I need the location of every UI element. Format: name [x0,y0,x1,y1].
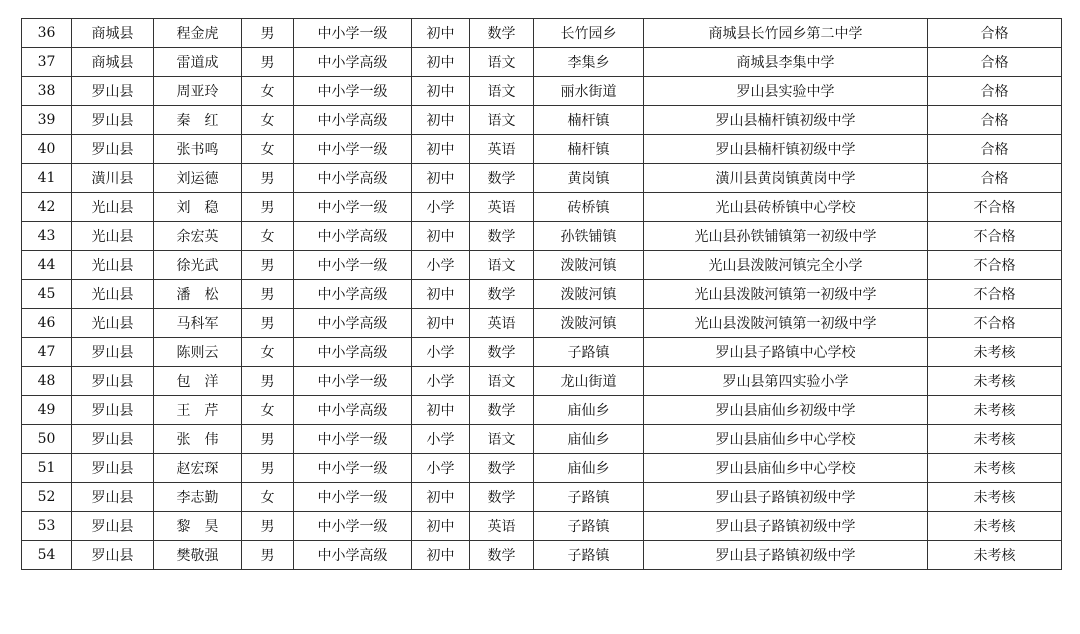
table-row [22,280,1062,309]
result-cell: 未考核 [928,396,1062,425]
school-cell: 光山县砖桥镇中心学校 [644,193,928,222]
county-cell: 罗山县 [72,483,154,512]
name-cell: 程金虎 [154,19,242,48]
gender-cell: 男 [242,367,294,396]
school-cell: 罗山县子路镇初级中学 [644,483,928,512]
subject-cell: 数学 [470,280,534,309]
subject-cell: 数学 [470,483,534,512]
level-cell: 小学 [412,193,470,222]
school-cell: 罗山县子路镇中心学校 [644,338,928,367]
title-cell: 中小学一级 [294,193,412,222]
level-cell: 初中 [412,106,470,135]
result-cell: 合格 [928,48,1062,77]
result-cell: 合格 [928,135,1062,164]
subject-cell: 英语 [470,512,534,541]
seq-cell: 40 [22,135,72,164]
school-cell: 光山县泼陂河镇完全小学 [644,251,928,280]
township-cell: 泼陂河镇 [534,309,644,338]
seq-cell: 49 [22,396,72,425]
title-cell: 中小学一级 [294,19,412,48]
result-cell: 未考核 [928,483,1062,512]
name-cell: 张书鸣 [154,135,242,164]
township-cell: 砖桥镇 [534,193,644,222]
title-cell: 中小学一级 [294,251,412,280]
title-cell: 中小学一级 [294,512,412,541]
level-cell: 小学 [412,454,470,483]
subject-cell: 语文 [470,425,534,454]
seq-cell: 50 [22,425,72,454]
township-cell: 楠杆镇 [534,135,644,164]
title-cell: 中小学高级 [294,222,412,251]
level-cell: 初中 [412,483,470,512]
gender-cell: 女 [242,77,294,106]
subject-cell: 语文 [470,77,534,106]
subject-cell: 数学 [470,338,534,367]
gender-cell: 女 [242,106,294,135]
subject-cell: 语文 [470,48,534,77]
seq-cell: 45 [22,280,72,309]
gender-cell: 女 [242,483,294,512]
county-cell: 光山县 [72,309,154,338]
county-cell: 罗山县 [72,77,154,106]
gender-cell: 男 [242,541,294,570]
subject-cell: 语文 [470,367,534,396]
seq-cell: 48 [22,367,72,396]
level-cell: 初中 [412,164,470,193]
school-cell: 潢川县黄岗镇黄岗中学 [644,164,928,193]
name-cell: 王 芹 [154,396,242,425]
school-cell: 光山县泼陂河镇第一初级中学 [644,280,928,309]
table-row [22,77,1062,106]
school-cell: 光山县孙铁铺镇第一初级中学 [644,222,928,251]
level-cell: 小学 [412,251,470,280]
table-row [22,222,1062,251]
title-cell: 中小学一级 [294,483,412,512]
gender-cell: 男 [242,48,294,77]
table-row [22,541,1062,570]
county-cell: 罗山县 [72,454,154,483]
school-cell: 罗山县子路镇初级中学 [644,541,928,570]
result-cell: 不合格 [928,193,1062,222]
name-cell: 包 洋 [154,367,242,396]
level-cell: 小学 [412,367,470,396]
result-cell: 合格 [928,164,1062,193]
table-row [22,309,1062,338]
county-cell: 光山县 [72,193,154,222]
township-cell: 泼陂河镇 [534,280,644,309]
title-cell: 中小学高级 [294,396,412,425]
table-row [22,512,1062,541]
name-cell: 马科军 [154,309,242,338]
township-cell: 长竹园乡 [534,19,644,48]
township-cell: 子路镇 [534,338,644,367]
county-cell: 罗山县 [72,338,154,367]
subject-cell: 语文 [470,251,534,280]
title-cell: 中小学一级 [294,425,412,454]
table-row [22,396,1062,425]
school-cell: 罗山县第四实验小学 [644,367,928,396]
result-cell: 不合格 [928,222,1062,251]
county-cell: 罗山县 [72,135,154,164]
title-cell: 中小学高级 [294,338,412,367]
table-row [22,135,1062,164]
table-row [22,106,1062,135]
title-cell: 中小学高级 [294,164,412,193]
seq-cell: 46 [22,309,72,338]
seq-cell: 37 [22,48,72,77]
table-row [22,251,1062,280]
name-cell: 徐光武 [154,251,242,280]
gender-cell: 男 [242,454,294,483]
title-cell: 中小学高级 [294,48,412,77]
result-cell: 未考核 [928,541,1062,570]
township-cell: 泼陂河镇 [534,251,644,280]
level-cell: 初中 [412,222,470,251]
level-cell: 初中 [412,280,470,309]
title-cell: 中小学高级 [294,106,412,135]
subject-cell: 数学 [470,396,534,425]
table-row [22,48,1062,77]
county-cell: 光山县 [72,251,154,280]
subject-cell: 数学 [470,19,534,48]
county-cell: 罗山县 [72,512,154,541]
result-cell: 不合格 [928,280,1062,309]
subject-cell: 语文 [470,106,534,135]
title-cell: 中小学一级 [294,135,412,164]
school-cell: 商城县李集中学 [644,48,928,77]
table-row [22,193,1062,222]
name-cell: 周亚玲 [154,77,242,106]
school-cell: 光山县泼陂河镇第一初级中学 [644,309,928,338]
table-row [22,19,1062,48]
name-cell: 张 伟 [154,425,242,454]
county-cell: 罗山县 [72,367,154,396]
name-cell: 雷道成 [154,48,242,77]
seq-cell: 41 [22,164,72,193]
school-cell: 罗山县楠杆镇初级中学 [644,135,928,164]
township-cell: 庙仙乡 [534,454,644,483]
seq-cell: 52 [22,483,72,512]
county-cell: 商城县 [72,19,154,48]
subject-cell: 数学 [470,541,534,570]
township-cell: 子路镇 [534,541,644,570]
name-cell: 刘运德 [154,164,242,193]
school-cell: 罗山县庙仙乡中心学校 [644,425,928,454]
title-cell: 中小学一级 [294,454,412,483]
name-cell: 余宏英 [154,222,242,251]
subject-cell: 数学 [470,454,534,483]
seq-cell: 38 [22,77,72,106]
school-cell: 商城县长竹园乡第二中学 [644,19,928,48]
seq-cell: 42 [22,193,72,222]
seq-cell: 39 [22,106,72,135]
title-cell: 中小学高级 [294,309,412,338]
gender-cell: 女 [242,396,294,425]
name-cell: 赵宏琛 [154,454,242,483]
seq-cell: 47 [22,338,72,367]
township-cell: 丽水街道 [534,77,644,106]
name-cell: 秦 红 [154,106,242,135]
result-cell: 合格 [928,19,1062,48]
gender-cell: 男 [242,19,294,48]
level-cell: 初中 [412,135,470,164]
title-cell: 中小学一级 [294,367,412,396]
county-cell: 商城县 [72,48,154,77]
county-cell: 光山县 [72,280,154,309]
gender-cell: 女 [242,135,294,164]
level-cell: 初中 [412,48,470,77]
table-row [22,454,1062,483]
county-cell: 潢川县 [72,164,154,193]
county-cell: 罗山县 [72,541,154,570]
name-cell: 黎 昊 [154,512,242,541]
result-cell: 不合格 [928,251,1062,280]
level-cell: 小学 [412,338,470,367]
title-cell: 中小学一级 [294,77,412,106]
township-cell: 庙仙乡 [534,396,644,425]
result-cell: 未考核 [928,338,1062,367]
level-cell: 初中 [412,309,470,338]
township-cell: 庙仙乡 [534,425,644,454]
seq-cell: 36 [22,19,72,48]
result-cell: 未考核 [928,425,1062,454]
result-cell: 合格 [928,77,1062,106]
township-cell: 楠杆镇 [534,106,644,135]
township-cell: 李集乡 [534,48,644,77]
subject-cell: 英语 [470,193,534,222]
township-cell: 龙山街道 [534,367,644,396]
gender-cell: 女 [242,222,294,251]
result-cell: 合格 [928,106,1062,135]
school-cell: 罗山县楠杆镇初级中学 [644,106,928,135]
table-row [22,338,1062,367]
table-row [22,367,1062,396]
teacher-assessment-table [21,18,1062,570]
result-cell: 未考核 [928,454,1062,483]
seq-cell: 44 [22,251,72,280]
gender-cell: 男 [242,193,294,222]
county-cell: 罗山县 [72,425,154,454]
level-cell: 初中 [412,77,470,106]
county-cell: 罗山县 [72,106,154,135]
gender-cell: 男 [242,425,294,454]
title-cell: 中小学高级 [294,280,412,309]
gender-cell: 男 [242,309,294,338]
county-cell: 罗山县 [72,396,154,425]
name-cell: 李志勤 [154,483,242,512]
township-cell: 孙铁铺镇 [534,222,644,251]
title-cell: 中小学高级 [294,541,412,570]
gender-cell: 男 [242,164,294,193]
subject-cell: 英语 [470,309,534,338]
gender-cell: 女 [242,338,294,367]
seq-cell: 53 [22,512,72,541]
gender-cell: 男 [242,512,294,541]
level-cell: 初中 [412,512,470,541]
gender-cell: 男 [242,251,294,280]
table-body [22,19,1062,570]
table-row [22,425,1062,454]
level-cell: 初中 [412,19,470,48]
level-cell: 初中 [412,396,470,425]
name-cell: 潘 松 [154,280,242,309]
school-cell: 罗山县子路镇初级中学 [644,512,928,541]
township-cell: 子路镇 [534,483,644,512]
level-cell: 初中 [412,541,470,570]
table-row [22,483,1062,512]
name-cell: 樊敬强 [154,541,242,570]
school-cell: 罗山县庙仙乡中心学校 [644,454,928,483]
subject-cell: 数学 [470,164,534,193]
township-cell: 黄岗镇 [534,164,644,193]
school-cell: 罗山县庙仙乡初级中学 [644,396,928,425]
county-cell: 光山县 [72,222,154,251]
subject-cell: 数学 [470,222,534,251]
name-cell: 陈则云 [154,338,242,367]
seq-cell: 51 [22,454,72,483]
township-cell: 子路镇 [534,512,644,541]
gender-cell: 男 [242,280,294,309]
name-cell: 刘 稳 [154,193,242,222]
level-cell: 小学 [412,425,470,454]
table-row [22,164,1062,193]
school-cell: 罗山县实验中学 [644,77,928,106]
seq-cell: 43 [22,222,72,251]
seq-cell: 54 [22,541,72,570]
result-cell: 未考核 [928,512,1062,541]
result-cell: 未考核 [928,367,1062,396]
result-cell: 不合格 [928,309,1062,338]
subject-cell: 英语 [470,135,534,164]
